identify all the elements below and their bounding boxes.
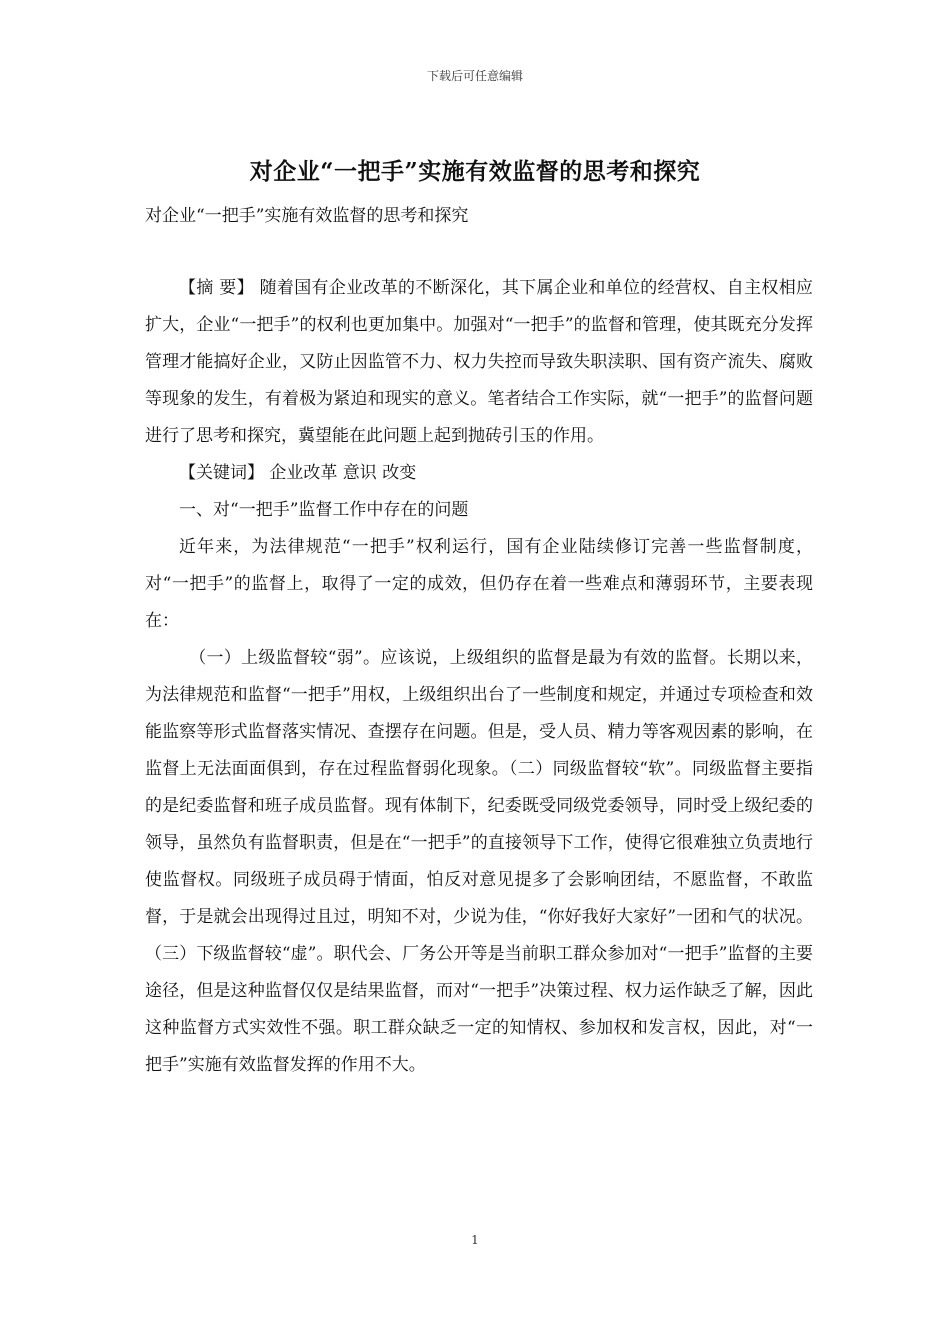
intro-paragraph: 近年来，为法律规范“一把手”权利运行，国有企业陆续修订完善一些监督制度，对“一把手”的监督上，取得了一定的成效，但仍存在着一些难点和薄弱环节，主要表现在：: [145, 537, 813, 631]
page-number: 1: [471, 1233, 479, 1247]
issues-paragraph: （一）上级监督较“弱”。应该说，上级组织的监督是最为有效的监督。长期以来，为法律规范和监督“一把手”用权，上级组织出台了一些制度和规定，并通过专项检查和效能监察等形式监督落实情况、查摆存在问题。但是，受人员、精力等客观因素的影响，在监督上无法面面俱到，存在过程监督弱化现象。（二）同级监督较“软”。同级监督主要指的是纪委监督和班子成员监督。现有体制下，纪委既受同级党委领导，同时受上级纪委的领导，虽然负有监督职责，但是在“一把手”的直接领导下工作，使得它很难独立负责地行使监督权。同级班子成员碍于情面，怕反对意见提多了会影响团结，不愿监督，不敢监督，于是就会出现得过且过，明知不对，少说为佳，“你好我好大家好”一团和气的状况。（三）下级监督较“虚”。职代会、厂务公开等是当前职工群众参加对“一把手”监督的主要途径，但是这种监督仅仅是结果监督，而对“一把手”决策过程、权力运作缺乏了解，因此这种监督方式实效性不强。职工群众缺乏一定的知情权、参加权和发言权，因此，对“一把手”实施有效监督发挥的作用不大。: [145, 648, 813, 1075]
section-heading: 一、对“一把手”监督工作中存在的问题: [179, 500, 469, 520]
document-title: 对企业“一把手”实施有效监督的思考和探究: [249, 158, 701, 185]
document-body: [145, 270, 813, 1084]
document-subtitle: 对企业“一把手”实施有效监督的思考和探究: [145, 206, 469, 226]
header-note: 下载后可任意编辑: [426, 69, 523, 83]
keywords-paragraph: 【关键词】 企业改革 意识 改变: [179, 463, 417, 483]
abstract-paragraph: 【摘 要】 随着国有企业改革的不断深化，其下属企业和单位的经营权、自主权相应扩大，企业“一把手”的权利也更加集中。加强对“一把手”的监督和管理，使其既充分发挥管理才能搞好企业，又防止因监管不力、权力失控而导致失职渎职、国有资产流失、腐败等现象的发生，有着极为紧迫和现实的意义。笔者结合工作实际，就“一把手”的监督问题进行了思考和探究，冀望能在此问题上起到抛砖引玉的作用。: [145, 278, 813, 446]
